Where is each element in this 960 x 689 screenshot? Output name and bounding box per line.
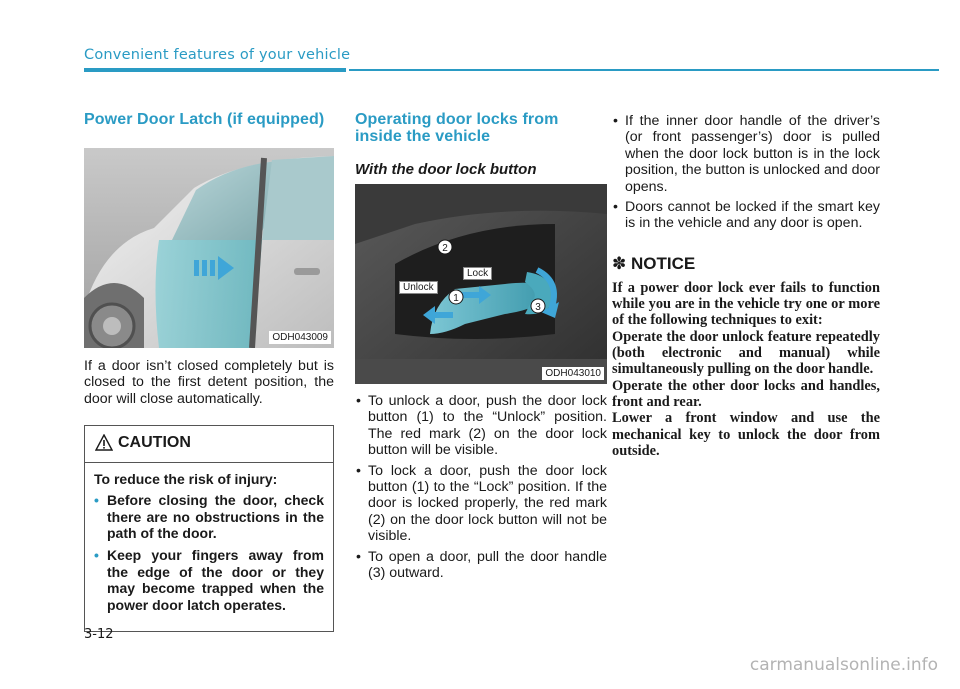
page-number: 3-12	[84, 627, 114, 642]
instruction-item: • To open a door, pull the door handle (3) outward.	[355, 549, 607, 582]
notice-paragraph: If a power door lock ever fails to function while you are in the vehicle try one or more of the following techniques to exit:	[612, 279, 880, 329]
notice-heading	[612, 254, 880, 274]
door-lock-button-subheading: With the door lock button	[355, 161, 537, 178]
notice-content	[612, 280, 880, 459]
left-column	[84, 111, 334, 632]
note-item: • If the inner door handle of the driver’s (or front passenger’s) door is pulled when the door lock button is in the lock position, the button is unlocked and door opens.	[612, 113, 880, 195]
middle-column	[355, 111, 607, 585]
notice-paragraph: Operate the door unlock feature repeatedly (both electronic and manual) while simultaneously pulling on the door handle.	[612, 328, 880, 378]
figure-id: ODH043010	[542, 367, 604, 380]
caution-header	[85, 426, 333, 463]
instruction-item: • To unlock a door, push the door lock button (1) to the “Unlock” position. The red mark (2) on the door lock button will be visible.	[355, 393, 607, 459]
watermark: carmanualsonline.info	[749, 655, 938, 675]
car-door-illustration	[84, 148, 334, 348]
notice-paragraph: Lower a front window and use the mechanical key to unlock the door from outside.	[612, 410, 880, 459]
callout-number: 2	[442, 243, 448, 254]
notice-star-icon: ✽	[612, 253, 627, 274]
right-column	[612, 111, 880, 459]
door-lock-instructions	[355, 393, 607, 581]
door-handle-drawing	[355, 184, 607, 384]
warning-triangle-icon	[95, 434, 113, 451]
callout-number: 3	[535, 302, 541, 313]
header-rule-thick	[84, 68, 346, 72]
caution-item: • Keep your fingers away from the edge of the door or they may become trapped when the power door latch operates.	[94, 547, 324, 613]
caution-list	[94, 492, 324, 613]
power-door-latch-description: If a door isn’t closed completely but is closed to the first detent position, the door will close automatically.	[84, 358, 334, 407]
caution-content	[85, 463, 333, 631]
door-locks-heading: Operating door locks from inside the vehicle	[355, 111, 559, 145]
instruction-item: • To lock a door, push the door lock button (1) to the “Lock” position. If the door is locked properly, the red mark (2) on the door lock button will not be visible.	[355, 463, 607, 545]
notice-paragraph: Operate the other door locks and handles, front and rear.	[612, 377, 880, 410]
caution-box	[84, 425, 334, 632]
lock-label: Lock	[463, 267, 492, 280]
figure-id: ODH043009	[269, 331, 331, 344]
caution-intro: To reduce the risk of injury:	[94, 471, 278, 488]
caution-title: CAUTION	[118, 434, 191, 452]
power-door-latch-heading: Power Door Latch (if equipped)	[84, 111, 325, 128]
section-header-title: Convenient features of your vehicle	[84, 47, 351, 63]
car-side-drawing	[84, 148, 334, 348]
note-item: • Doors cannot be locked if the smart key is in the vehicle and any door is open.	[612, 199, 880, 232]
notice-title: NOTICE	[630, 253, 696, 273]
header-rule-thin	[349, 69, 939, 71]
caution-item: • Before closing the door, check there are no obstructions in the path of the door.	[94, 492, 324, 541]
door-lock-notes	[612, 113, 880, 232]
door-handle-illustration	[355, 184, 607, 384]
unlock-label: Unlock	[399, 281, 438, 294]
callout-number: 1	[453, 293, 459, 304]
